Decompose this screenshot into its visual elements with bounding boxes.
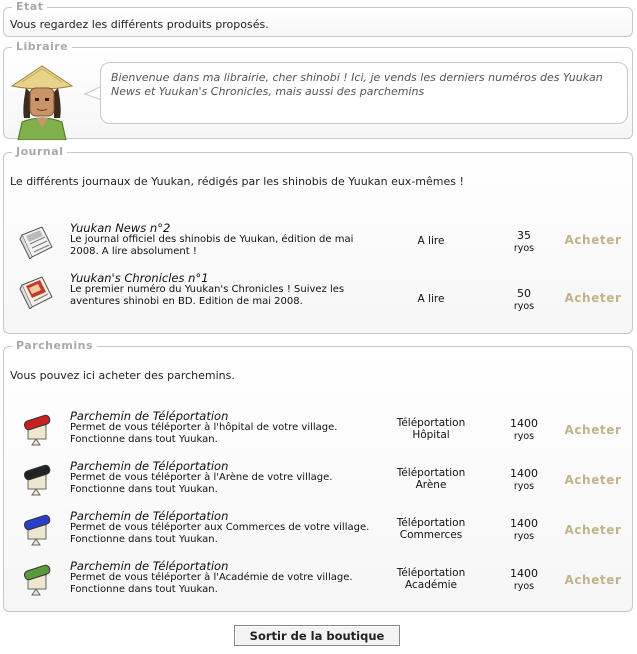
price-unit: ryos [513,531,535,542]
price-unit: ryos [513,581,535,592]
buy-button[interactable]: Acheter [564,423,622,437]
price-value: 1400 [510,567,538,580]
product-description: Le journal officiel des shinobis de Yuukan, édition de mai 2008. A lire absolument ! [70,234,354,257]
etat-panel [3,0,633,37]
libraire-panel [3,40,633,139]
product-row-yuukan-chronicles [4,271,634,315]
type-line-1: Téléportation [396,467,466,479]
etat-text: Vous regardez les différents produits proposés. [10,18,269,31]
product-description: Permet de vous téléporter à l'Académie de votre village. Fonctionne dans tout Yuukan. [70,572,353,595]
type-line-1: Téléportation [396,417,466,429]
product-price [492,229,556,255]
product-name: Parchemin de Téléportation [70,409,229,423]
journal-intro: Le différents journaux de Yuukan, rédigés par les shinobis de Yuukan eux-mêmes ! [10,175,464,188]
product-type: A lire [417,235,445,247]
product-description: Permet de vous téléporter à l'Arène de votre village. Fonctionne dans tout Yuukan. [70,472,333,495]
product-name: Parchemin de Téléportation [70,559,229,573]
product-name: Parchemin de Téléportation [70,459,229,473]
black-scroll-icon [18,463,54,497]
product-row-scroll-arene [4,459,634,503]
product-price [492,467,556,493]
product-name: Parchemin de Téléportation [70,509,229,523]
buy-button[interactable]: Acheter [564,473,622,487]
product-type [376,467,486,491]
product-description: Le premier numéro du Yuukan's Chronicles ! Suivez les aventures shinobi en BD. Edition de mai 2008. [70,284,345,307]
product-type [376,417,486,441]
price-unit: ryos [513,301,535,312]
product-row-scroll-commerces [4,509,634,553]
product-price [492,287,556,313]
parchemins-panel [3,339,633,612]
price-value: 1400 [510,467,538,480]
product-name: Yuukan News n°2 [70,221,171,235]
green-scroll-icon [18,563,54,597]
product-description: Permet de vous téléporter aux Commerces de votre village. Fonctionne dans tout Yuukan. [70,522,370,545]
libraire-legend: Libraire [12,40,72,53]
price-value: 1400 [510,517,538,530]
librarian-avatar [8,62,76,140]
newspaper-icon [18,225,54,259]
price-value: 35 [517,229,531,242]
price-unit: ryos [513,431,535,442]
red-scroll-icon [18,413,54,447]
exit-shop-button[interactable]: Sortir de la boutique [234,625,400,646]
parchemins-intro: Vous pouvez ici acheter des parchemins. [10,369,235,382]
price-value: 1400 [510,417,538,430]
librarian-speech-bubble: Bienvenue dans ma librairie, cher shinobi ! Ici, je vends les derniers numéros des Yuukan News et Yuukan's Chronicles, mais aussi des parchemins [100,62,628,124]
product-type [376,517,486,541]
buy-button[interactable]: Acheter [564,573,622,587]
parchemins-legend: Parchemins [12,339,97,352]
etat-legend: Etat [12,0,47,13]
product-price [492,567,556,593]
type-line-2: Hôpital [412,429,450,441]
buy-button[interactable]: Acheter [564,233,622,247]
blue-scroll-icon [18,513,54,547]
product-row-scroll-academie [4,559,634,603]
journal-legend: Journal [12,145,67,158]
price-value: 50 [517,287,531,300]
type-line-2: Académie [405,579,457,591]
type-line-2: Commerces [399,529,463,541]
product-description: Permet de vous téléporter à l'hôpital de votre village. Fonctionne dans tout Yuukan. [70,422,338,445]
type-line-1: Téléportation [396,517,466,529]
comic-book-icon [18,275,54,309]
price-unit: ryos [513,243,535,254]
buy-button[interactable]: Acheter [564,291,622,305]
product-name: Yuukan's Chronicles n°1 [70,271,209,285]
buy-button[interactable]: Acheter [564,523,622,537]
type-line-2: Arène [415,479,447,491]
product-type: A lire [417,293,445,305]
journal-panel [3,145,633,334]
product-row-scroll-hopital [4,409,634,453]
product-price [492,517,556,543]
type-line-1: Téléportation [396,567,466,579]
product-row-yuukan-news [4,221,634,265]
product-price [492,417,556,443]
product-type [376,567,486,591]
price-unit: ryos [513,481,535,492]
